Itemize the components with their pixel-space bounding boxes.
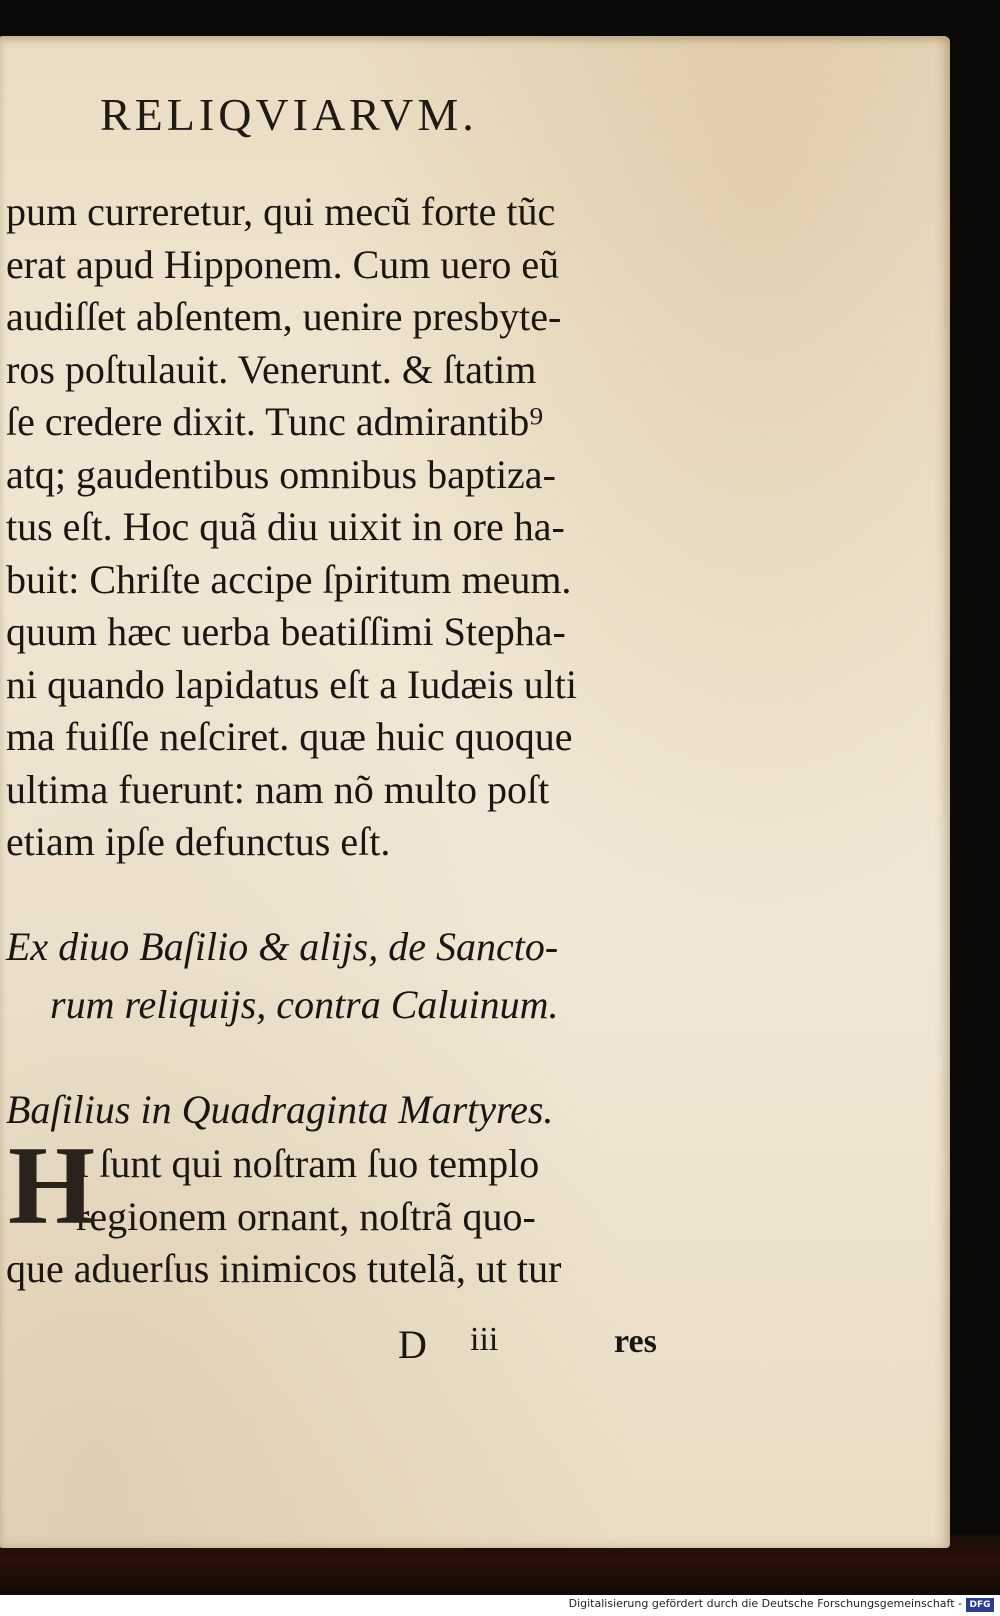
digitization-footer <box>0 1595 1000 1616</box>
text-line: erat apud Hipponem. Cum uero eũ <box>6 241 560 287</box>
text-line: buit: Chriſte accipe ſpiritum meum. <box>6 556 572 602</box>
text-line: ma fuiſſe neſciret. quæ huic quoque <box>6 714 573 759</box>
signature-number: iii <box>470 1321 499 1358</box>
initial-paragraph <box>6 1124 686 1296</box>
text-line: regionem ornant, noſtrã quo- <box>76 1193 536 1239</box>
text-line: ni quando lapidatus eſt a Iudæis ulti <box>6 661 578 707</box>
drop-cap-initial: H <box>8 1124 96 1248</box>
text-line: atq; gaudentibus omnibus baptiza- <box>6 451 556 497</box>
text-line: tus eſt. Hoc quã diu uixit in ore ha- <box>6 504 565 549</box>
funding-credit: Digitalisierung gefördert durch die Deutsche Forschungsgemeinschaft - <box>568 1597 962 1610</box>
text-line: I ſunt qui noſtram ſuo templo <box>76 1141 540 1186</box>
catchword: res <box>614 1323 657 1360</box>
section-heading-line: rum reliquijs, contra Caluinum. <box>50 982 559 1027</box>
page-footer-marks <box>0 1321 950 1371</box>
text-line: ſe credere dixit. Tunc admirantib⁹ <box>6 399 544 444</box>
text-line: quum hæc uerba beatiſſimi Stepha- <box>6 609 566 654</box>
section-heading <box>6 918 686 1034</box>
running-head: RELIQVIARVM. <box>100 89 478 140</box>
text-line: etiam ipſe defunctus eſt. <box>6 819 391 864</box>
section-heading-line: Ex diuo Baſilio & alijs, de Sancto- <box>6 924 559 969</box>
text-line: ros poſtulauit. Venerunt. & ſtatim <box>6 346 537 392</box>
subsection-heading: Baſilius in Quadraginta Martyres. <box>6 1087 554 1132</box>
text-line: audiſſet abſentem, uenire presbyte- <box>6 294 562 339</box>
body-text <box>6 186 686 869</box>
text-line: pum curreretur, qui mecũ forte tũc <box>6 189 556 234</box>
signature-mark: D <box>398 1322 427 1367</box>
book-page <box>0 36 950 1548</box>
dfg-logo: DFG <box>966 1598 994 1612</box>
text-line: que aduerſus inimicos tutelã, ut tur <box>6 1246 562 1291</box>
text-line: ultima fuerunt: nam nõ multo poſt <box>6 766 550 812</box>
